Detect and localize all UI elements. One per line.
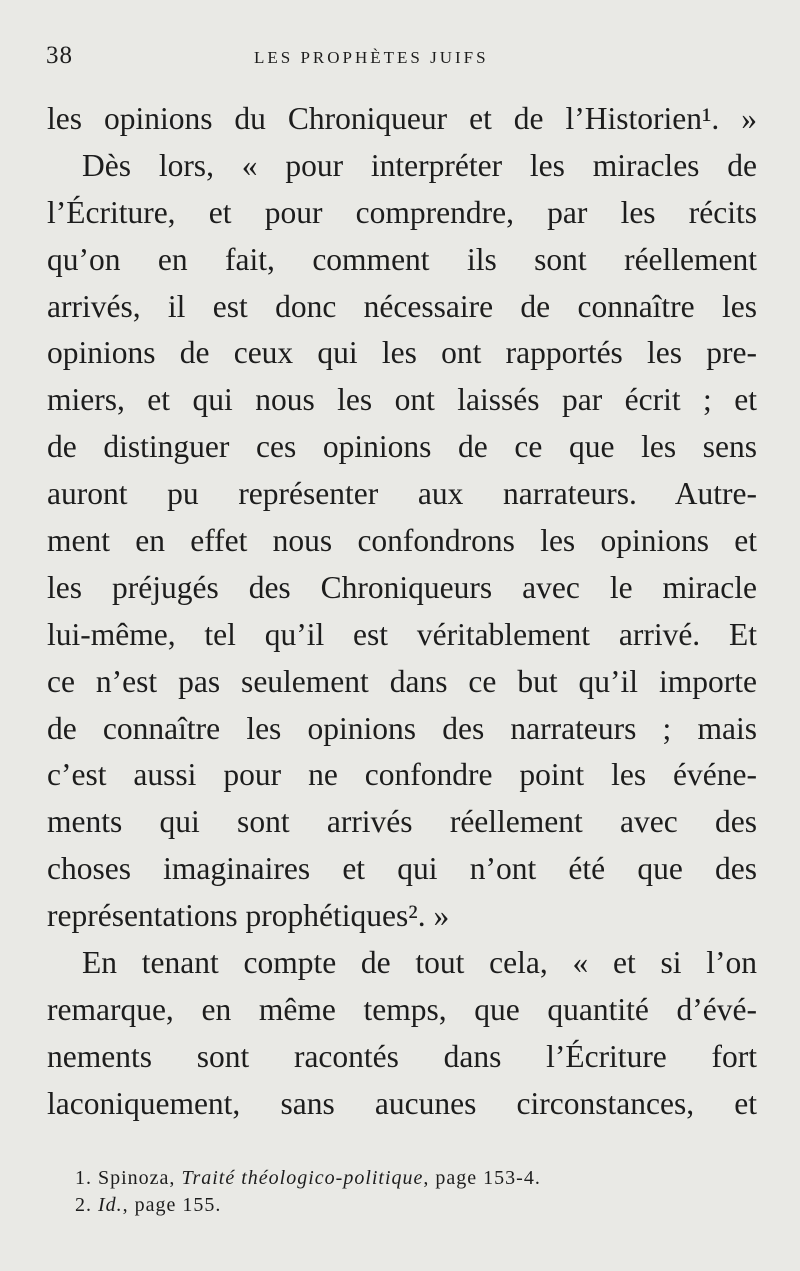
- text-line: de connaître les opinions des narrateurs ; mais: [47, 710, 757, 746]
- text-line: auront pu représenter aux narrateurs. Autre-: [47, 476, 757, 512]
- text-line: qu’on en fait, comment ils sont réellement: [47, 241, 757, 277]
- text-line: En tenant compte de tout cela, « et si l’on: [82, 945, 757, 981]
- footnotes: [75, 1165, 715, 1219]
- text-line: les opinions du Chroniqueur et de l’Historien¹. »: [47, 101, 757, 136]
- footnote-work-title: Id.: [98, 1194, 123, 1216]
- text-line: ments qui sont arrivés réellement avec des: [47, 804, 757, 840]
- footnote-text: Spinoza,: [98, 1167, 182, 1189]
- footnote-marker: 1.: [75, 1167, 92, 1189]
- footnote: [75, 1165, 715, 1192]
- text-line: c’est aussi pour ne confondre point les événe-: [47, 757, 757, 793]
- body-text: [47, 96, 757, 1128]
- text-line: opinions de ceux qui les ont rapportés les pre-: [47, 335, 757, 371]
- text-line: miers, et qui nous les ont laissés par écrit ; et: [47, 382, 757, 418]
- footnote-work-title: Traité théologico-politique: [181, 1167, 424, 1189]
- text-line: de distinguer ces opinions de ce que les sens: [47, 429, 757, 465]
- text-line: ment en effet nous confondrons les opinions et: [47, 523, 757, 559]
- text-line: Dès lors, « pour interpréter les miracles de: [82, 147, 757, 183]
- text-line: nements sont racontés dans l’Écriture fort: [47, 1038, 757, 1074]
- text-line: remarque, en même temps, que quantité d’évé-: [47, 991, 757, 1027]
- text-line: représentations prophétiques². »: [47, 898, 450, 934]
- text-line: lui-même, tel qu’il est véritablement arrivé. Et: [47, 616, 757, 652]
- page-header: [46, 42, 754, 76]
- running-title: LES PROPHÈTES JUIFS: [254, 48, 489, 67]
- page-number: 38: [46, 42, 73, 69]
- footnote-marker: 2.: [75, 1194, 92, 1216]
- text-line: arrivés, il est donc nécessaire de connaître les: [47, 288, 757, 324]
- text-line: les préjugés des Chroniqueurs avec le miracle: [47, 569, 757, 605]
- text-line: ce n’est pas seulement dans ce but qu’il importe: [47, 663, 757, 699]
- text-line: choses imaginaires et qui n’ont été que des: [47, 851, 757, 887]
- footnote-page: , page 153-4.: [423, 1167, 541, 1189]
- text-line: l’Écriture, et pour comprendre, par les récits: [47, 194, 757, 230]
- text-line: laconiquement, sans aucunes circonstances, et: [47, 1085, 757, 1121]
- footnote-page: , page 155.: [122, 1194, 222, 1216]
- footnote: [75, 1192, 715, 1219]
